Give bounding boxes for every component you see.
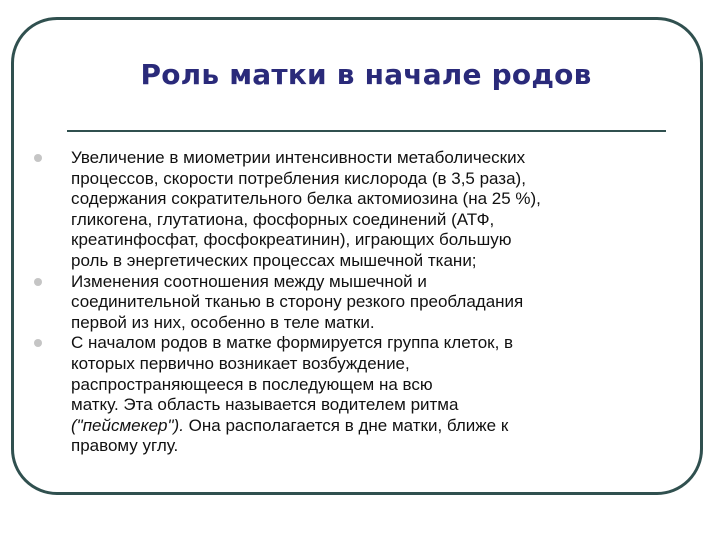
text-line: процессов, скорости потребления кислорода (в 3,5 раза), — [71, 168, 526, 188]
title-divider — [67, 130, 666, 132]
bullet-list — [34, 148, 644, 457]
list-item — [34, 148, 644, 272]
text-line: распространяющееся в последующем на всю — [71, 374, 433, 394]
bullet-icon — [34, 278, 42, 286]
text-line: правому углу. — [71, 436, 179, 456]
bullet-icon — [34, 339, 42, 347]
text-line: креатинфосфат, фосфокреатинин), играющих большую — [71, 230, 512, 250]
text-line — [71, 416, 644, 437]
text-line: гликогена, глутатиона, фосфорных соединений (АТФ, — [71, 209, 495, 229]
text-line: которых первично возникает возбуждение, — [71, 353, 410, 373]
text-line: первой из них, особенно в теле матки. — [71, 312, 375, 332]
text-line: Изменения соотношения между мышечной и — [71, 271, 427, 291]
text-line: соединительной тканью в сторону резкого преобладания — [71, 292, 524, 312]
list-item — [34, 333, 644, 457]
text-line: содержания сократительного белка актомиозина (на 25 %), — [71, 189, 541, 209]
bullet-icon — [34, 154, 42, 162]
text-line: С началом родов в матке формируется группа клеток, в — [71, 333, 514, 353]
text-line: матку. Эта область называется водителем ритма — [71, 395, 459, 415]
slide-title: Роль матки в начале родов — [140, 58, 592, 91]
text-line: Увеличение в миометрии интенсивности метаболических — [71, 148, 526, 167]
text-fragment: Она располагается в дне матки, ближе к — [183, 415, 509, 435]
text-line: роль в энергетических процессах мышечной ткани; — [71, 250, 477, 270]
pacemaker-term: ("пейсмекер"). — [71, 415, 184, 435]
list-item — [34, 272, 644, 334]
